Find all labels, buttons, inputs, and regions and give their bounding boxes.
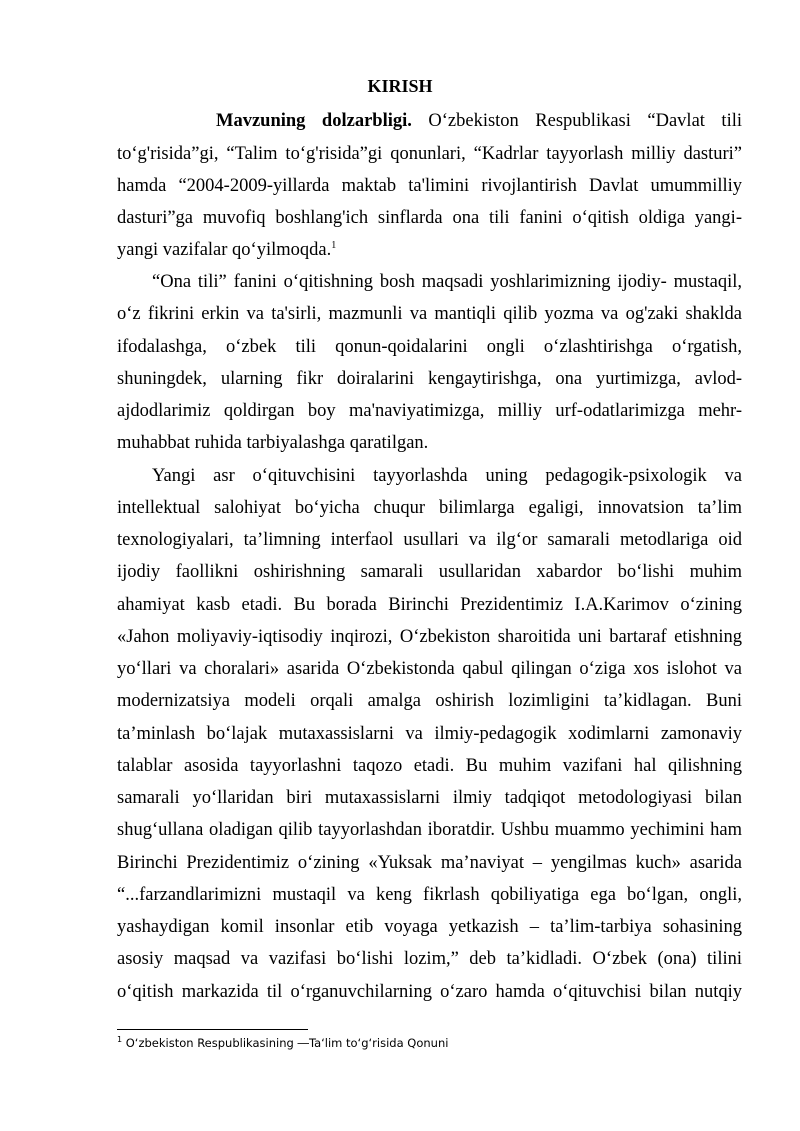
paragraph-line: asosiy maqsad va vazifasi bo‘lishi lozim,” deb ta’kidladi. O‘zbek (ona) tilini: [117, 949, 742, 969]
paragraph-line: hamda “2004-2009-yillarda maktab ta'limini rivojlantirish Davlat umummilliy: [117, 176, 742, 196]
paragraph-line: samarali yo‘llaridan biri mutaxassislarni ilmiy tadqiqot metodologiyasi bilan: [117, 788, 742, 808]
footnote-separator: [117, 1029, 308, 1030]
footnote-text: O‘zbekiston Respublikasining ―Ta‘lim to‘g‘risida Qonuni: [125, 1036, 449, 1050]
footnote-reference[interactable]: 1: [331, 239, 337, 251]
paragraph-line: ta’minlash bo‘lajak mutaxassislarni va ilmiy-pedagogik xodimlarni zamonaviy: [117, 724, 742, 744]
paragraph-line: shug‘ullana oladigan qilib tayyorlashdan iboratdir. Ushbu muammo yechimini ham: [117, 820, 742, 840]
section-lead-bold: Mavzuning dolzarbligi.: [216, 111, 412, 131]
paragraph-line: to‘g'risida”gi, “Talim to‘g'risida”gi qonunlari, “Kadrlar tayyorlash milliy dasturi”: [117, 144, 742, 164]
paragraph-line: muhabbat ruhida tarbiyalashga qaratilgan.: [117, 433, 429, 453]
paragraph-line: o‘z fikrini erkin va ta'sirli, mazmunli va mantiqli qilib yozma va og'zaki shaklda: [117, 304, 742, 324]
line-text: O‘zbekiston Respublikasi “Davlat tili: [411, 111, 742, 131]
line-text: yangi vazifalar qo‘yilmoqda.: [117, 240, 332, 260]
paragraph-line: modernizatsiya modeli orqali amalga oshirish lozimligini ta’kidlagan. Buni: [117, 691, 742, 711]
paragraph-line: [216, 109, 742, 133]
paragraph-line: ijodiy faollikni oshirishning samarali usullaridan xabardor bo‘lishi muhim: [117, 562, 742, 582]
paragraph-line: ajdodlarimiz qoldirgan boy ma'naviyatimizga, milliy urf-odatlarimizga mehr-: [117, 401, 742, 421]
paragraph-line: Yangi asr o‘qituvchisini tayyorlashda uning pedagogik-psixologik va: [152, 466, 742, 486]
paragraph-line: “...farzandlarimizni mustaqil va keng fikrlash qobiliyatiga ega bo‘lgan, ongli,: [117, 885, 742, 905]
paragraph-line: talablar asosida tayyorlashni taqozo etadi. Bu muhim vazifani hal qilishning: [117, 756, 742, 776]
paragraph-line: shuningdek, ularning fikr doiralarini kengaytirishga, ona yurtimizga, avlod-: [117, 369, 742, 389]
paragraph-line: “Ona tili” fanini o‘qitishning bosh maqsadi yoshlarimizning ijodiy- mustaqil,: [152, 272, 742, 292]
paragraph-line: ifodalashga, o‘zbek tili qonun-qoidalarini ongli o‘zlashtirishga o‘rgatish,: [117, 337, 742, 357]
paragraph-line: texnologiyalari, ta’limning interfaol usullari va ilg‘or samarali metodlariga oid: [117, 530, 742, 550]
footnote-number: 1: [117, 1035, 123, 1045]
paragraph-line: Birinchi Prezidentimiz o‘zining «Yuksak ma’naviyat – yengilmas kuch» asarida: [117, 853, 742, 873]
paragraph-line: «Jahon moliyaviy-iqtisodiy inqirozi, O‘zbekiston sharoitida uni bartaraf etishning: [117, 627, 742, 647]
paragraph-line: [117, 238, 742, 262]
paragraph-line: intellektual salohiyat bo‘yicha chuqur bilimlarga egaligi, innovatsion ta’lim: [117, 498, 742, 518]
paragraph-line: yo‘llari va choralari» asarida O‘zbekistonda qabul qilingan o‘ziga xos islohot va: [117, 659, 742, 679]
paragraph-line: dasturi”ga muvofiq boshlang'ich sinflarda ona tili fanini o‘qitish oldiga yangi-: [117, 208, 742, 228]
paragraph-line: yashaydigan komil insonlar etib voyaga yetkazish – ta’lim-tarbiya sohasining: [117, 917, 742, 937]
footnote: [117, 1036, 448, 1050]
paragraph-line: ahamiyat kasb etadi. Bu borada Birinchi Prezidentimiz I.A.Karimov o‘zining: [117, 595, 742, 615]
page-title: KIRISH: [367, 76, 433, 96]
paragraph-line: o‘qitish markazida til o‘rganuvchilarning o‘zaro hamda o‘qituvchisi bilan nutqiy: [117, 982, 742, 1002]
